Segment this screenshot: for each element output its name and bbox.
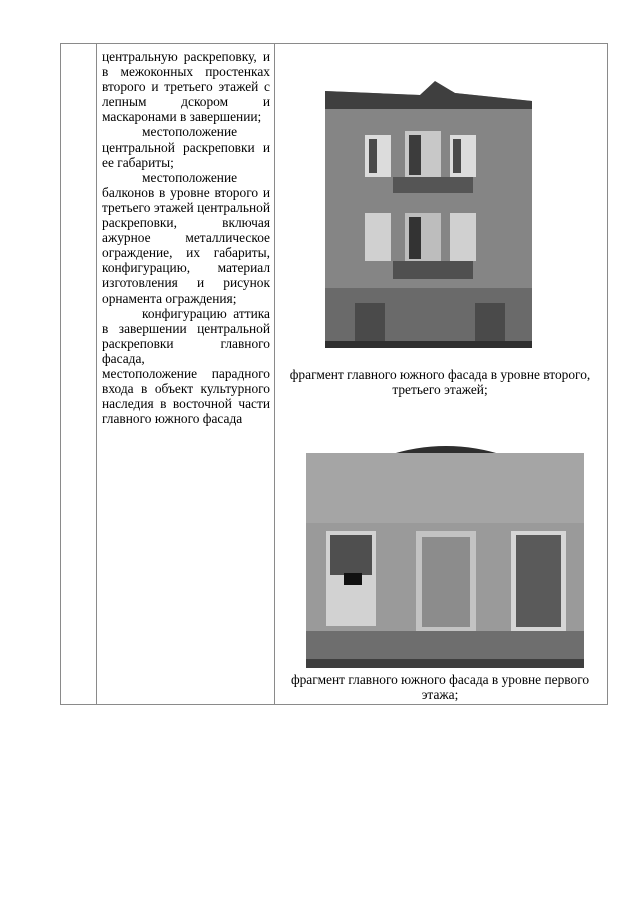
description-paragraph: центральную раскрепoвку, и в межоконных простенках второго и третьего этажей с лепным дскором и маскаронами в завершении; — [102, 49, 270, 125]
description-paragraph: местоположение балконов в уровне второго и третьего этажей центральной раскреповки, включая ажурное металлическое ограждение, их габариты, конфигурацию, материал изготовления и рисунок орнамента ограждения; — [102, 169, 270, 306]
description-paragraph: местоположение парадного входа в объект культурного наследия в восточной части главного южного фасада — [102, 365, 270, 427]
table — [60, 43, 608, 705]
figure-caption: фрагмент главного южного фасада в уровне второго, третьего этажей; — [289, 367, 591, 397]
description-paragraph: местоположение центральной раскреповки и ее габариты; — [102, 124, 270, 170]
column-divider — [274, 44, 275, 704]
column-divider — [96, 44, 97, 704]
description-cell — [102, 49, 270, 426]
facade-photo-ground-floor — [306, 431, 584, 668]
description-paragraph: конфигурацию аттика в завершении центральной раскреповки главного фасада, — [102, 305, 270, 366]
figure-caption: фрагмент главного южного фасада в уровне первого этажа; — [290, 672, 590, 702]
facade-photo-upper-floors — [325, 73, 532, 348]
